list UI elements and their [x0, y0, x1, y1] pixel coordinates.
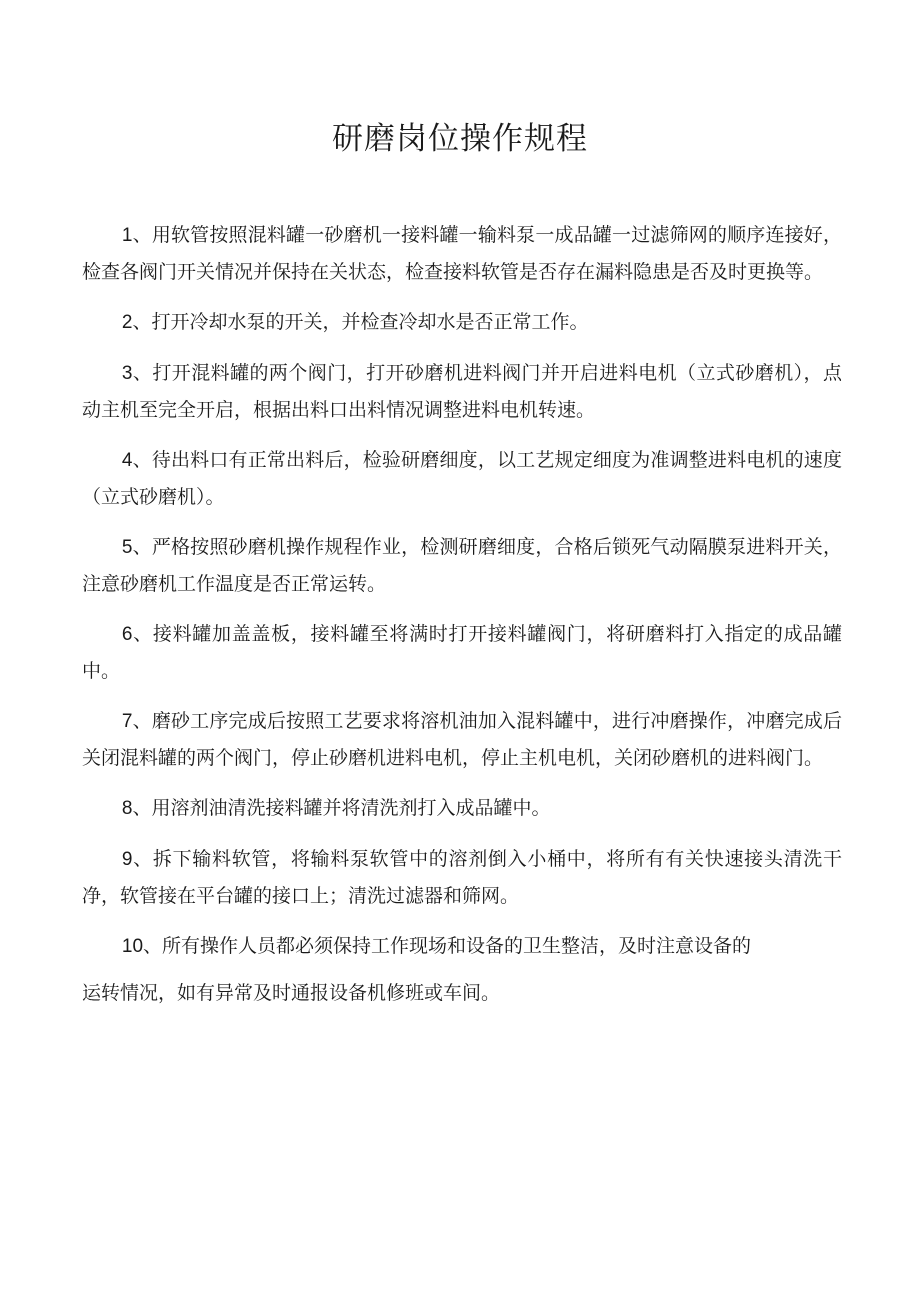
- document-title: 研磨岗位操作规程: [332, 121, 588, 157]
- document-body: [82, 217, 842, 1025]
- paragraph-number: 4: [121, 450, 133, 471]
- paragraph-text: 、严格按照砂磨机操作规程作业，检测研磨细度，合格后锁死气动隔膜泵进料开关，注意砂磨机工作温度是否正常运转。: [82, 536, 842, 595]
- paragraph-number: 9: [121, 849, 133, 870]
- paragraph-number: 1: [121, 225, 133, 246]
- paragraph-number: 5: [121, 537, 133, 558]
- paragraph-number: 6: [121, 624, 133, 645]
- paragraph-4: [82, 442, 842, 515]
- paragraph-number: 2: [121, 312, 133, 333]
- paragraph-8: [82, 790, 842, 827]
- paragraph-text: 、磨砂工序完成后按照工艺要求将溶机油加入混料罐中，进行冲磨操作，冲磨完成后关闭混料罐的两个阀门，停止砂磨机进料电机，停止主机电机，关闭砂磨机的进料阀门。: [82, 710, 842, 769]
- paragraph-10: [82, 928, 842, 1011]
- paragraph-number: 10: [121, 936, 144, 957]
- paragraph-text: 、打开混料罐的两个阀门，打开砂磨机进料阀门并开启进料电机（立式砂磨机），点动主机至完全开启，根据出料口出料情况调整进料电机转速。: [82, 362, 842, 421]
- paragraph-number: 7: [121, 711, 133, 732]
- paragraph-text: 、打开冷却水泵的开关，并检查冷却水是否正常工作。: [132, 311, 589, 333]
- paragraph-text: 、用软管按照混料罐一砂磨机一接料罐一输料泵一成品罐一过滤筛网的顺序连接好，检查各阀门开关情况并保持在关状态，检查接料软管是否存在漏料隐患是否及时更换等。: [82, 224, 842, 283]
- paragraph-2: [82, 304, 842, 341]
- paragraph-3: [82, 355, 842, 428]
- paragraph-text: 、待出料口有正常出料后，检验研磨细度，以工艺规定细度为准调整进料电机的速度（立式砂磨机）。: [82, 449, 842, 508]
- paragraph-number: 8: [121, 798, 133, 819]
- paragraph-number: 3: [121, 363, 133, 384]
- paragraph-10-line-2: 运转情况，如有异常及时通报设备机修班或车间。: [82, 982, 501, 1004]
- paragraph-text: 、接料罐加盖盖板，接料罐至将满时打开接料罐阀门，将研磨料打入指定的成品罐中。: [82, 623, 842, 682]
- paragraph-7: [82, 703, 842, 776]
- paragraph-9: [82, 841, 842, 914]
- paragraph-text: 、用溶剂油清洗接料罐并将清洗剂打入成品罐中。: [132, 797, 551, 819]
- paragraph-1: [82, 217, 842, 290]
- paragraph-text: 、拆下输料软管，将输料泵软管中的溶剂倒入小桶中，将所有有关快速接头清洗干净，软管接在平台罐的接口上；清洗过滤器和筛网。: [82, 848, 842, 907]
- paragraph-10-line-1: [82, 928, 842, 965]
- paragraph-6: [82, 616, 842, 689]
- paragraph-text: 、所有操作人员都必须保持工作现场和设备的卫生整洁，及时注意设备的: [143, 935, 752, 957]
- paragraph-5: [82, 529, 842, 602]
